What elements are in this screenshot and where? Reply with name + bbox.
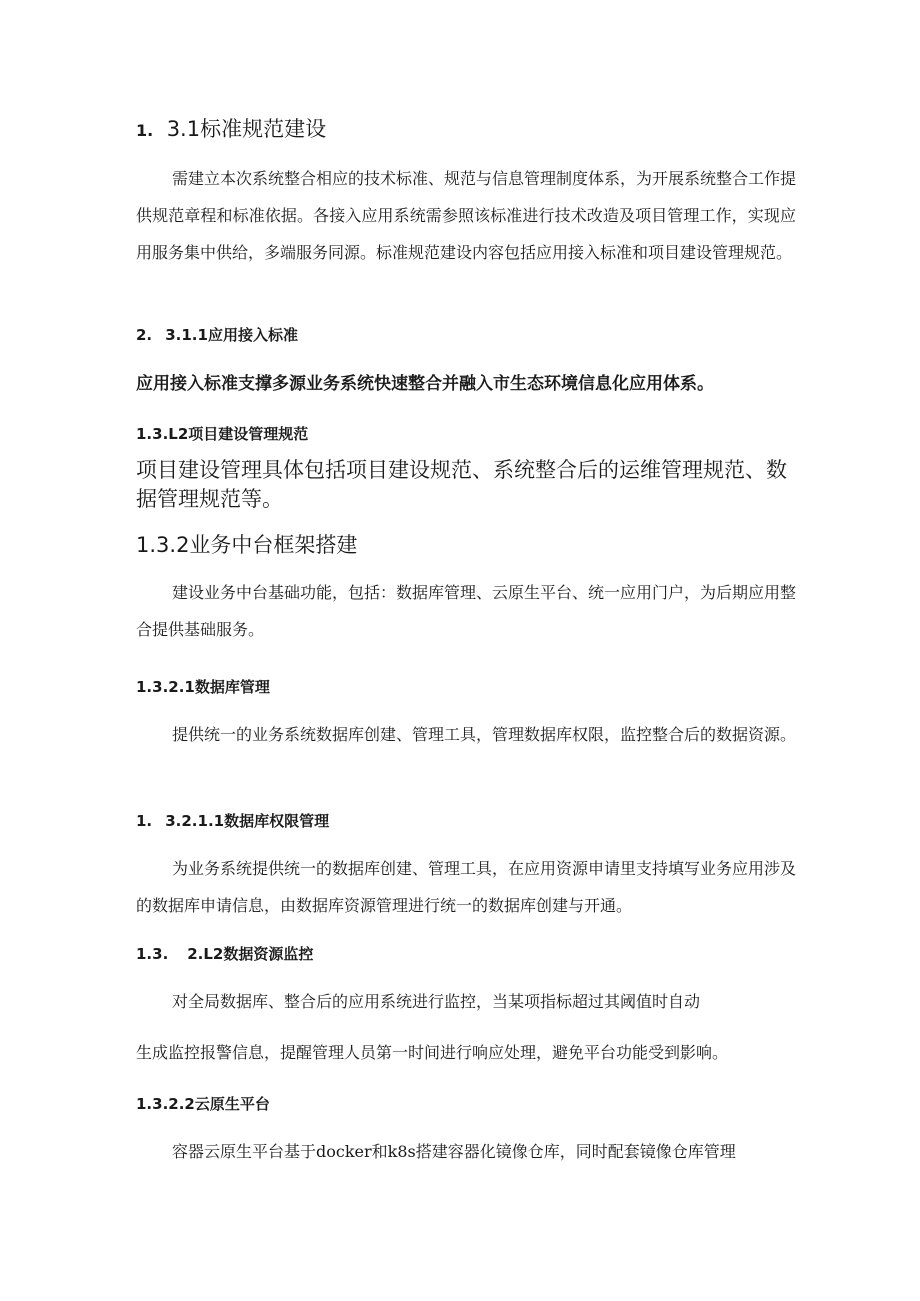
section-heading-cloud-native: 1.3.2.2云原生平台 xyxy=(136,1095,270,1113)
section-heading-data-monitoring xyxy=(136,943,796,965)
paragraph-business-platform: 建设业务中台基础功能，包括：数据库管理、云原生平台、统一应用门户，为后期应用整合提供基础服务。 xyxy=(136,583,797,639)
section-heading-3-1 xyxy=(136,114,796,146)
heading-title: 3.1标准规范建设 xyxy=(166,117,327,141)
paragraph-monitoring-line-1: 对全局数据库、整合后的应用系统进行监控，当某项指标超过其阈值时自动 xyxy=(172,992,701,1011)
section-heading-project-management: 1.3.L2项目建设管理规范 xyxy=(136,425,309,443)
paragraph-monitoring-line-2: 生成监控报警信息，提醒管理人员第一时间进行响应处理，避免平台功能受到影响。 xyxy=(136,1043,729,1062)
heading-title: 3.2.1.1数据库权限管理 xyxy=(165,812,330,830)
heading-number: 1. xyxy=(136,812,153,830)
heading-number: 1.3. xyxy=(136,945,169,963)
paragraph-project-management: 项目建设管理具体包括项目建设规范、系统整合后的运维管理规范、数据管理规范等。 xyxy=(136,458,787,511)
paragraph-access-standard: 应用接入标准支撑多源业务系统快速整合并融入市生态环境信息化应用体系。 xyxy=(136,374,714,394)
section-heading-3-2-1-1 xyxy=(136,810,796,832)
section-heading-3-2-1: 1.3.2.1数据库管理 xyxy=(136,678,270,696)
paragraph-database-management: 提供统一的业务系统数据库创建、管理工具，管理数据库权限，监控整合后的数据资源。 xyxy=(172,725,797,744)
section-heading-3-1-1 xyxy=(136,324,796,346)
paragraph-database-permissions: 为业务系统提供统一的数据库创建、管理工具，在应用资源申请里支持填写业务应用涉及的数据库申请信息，由数据库资源管理进行统一的数据库创建与开通。 xyxy=(136,859,797,915)
paragraph-standards: 需建立本次系统整合相应的技术标准、规范与信息管理制度体系，为开展系统整合工作提供规范章程和标准依据。各接入应用系统需参照该标准进行技术改造及项目管理工作，实现应用服务集中供给，多端服务同源。标准规范建设内容包括应用接入标准和项目建设管理规范。 xyxy=(136,169,797,262)
heading-number: 1. xyxy=(136,121,154,140)
paragraph-cloud-native: 容器云原生平台基于docker和k8s搭建容器化镜像仓库，同时配套镜像仓库管理 xyxy=(172,1142,736,1161)
heading-title: 2.L2数据资源监控 xyxy=(187,945,314,963)
heading-title: 3.1.1应用接入标准 xyxy=(165,326,298,344)
section-heading-3-2: 1.3.2业务中台框架搭建 xyxy=(136,533,358,557)
heading-number: 2. xyxy=(136,326,153,344)
